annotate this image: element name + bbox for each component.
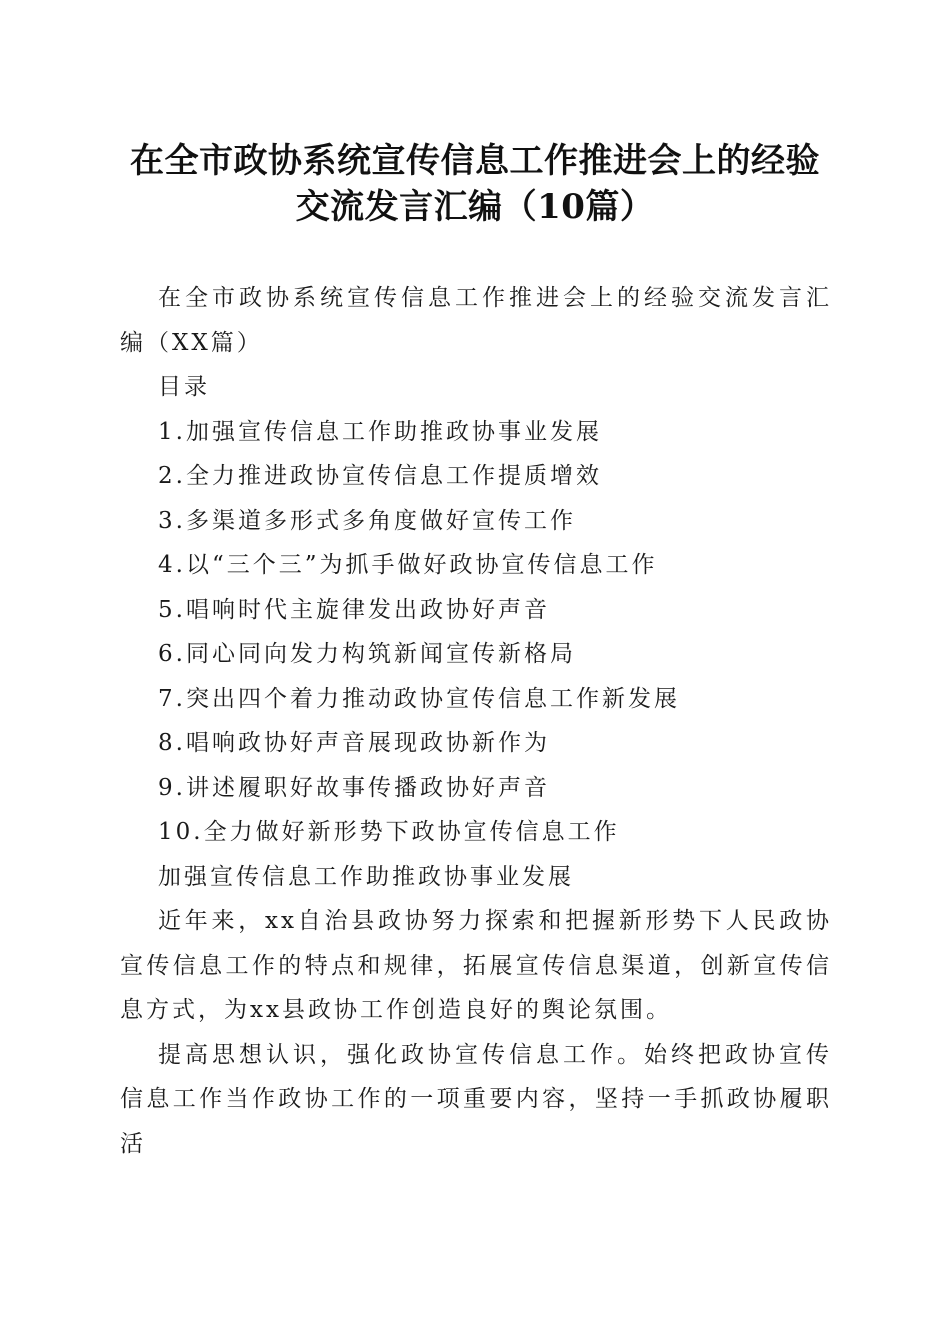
- toc-item: 8.唱响政协好声音展现政协新作为: [158, 730, 550, 756]
- toc-item: 3.多渠道多形式多角度做好宣传工作: [158, 507, 576, 534]
- intro-paragraph: 在全市政协系统宣传信息工作推进会上的经验交流发言汇编（XX篇）: [120, 285, 832, 356]
- section-heading: 加强宣传信息工作助推政协事业发展: [158, 863, 574, 890]
- table-of-contents: [120, 410, 832, 855]
- toc-label: 目录: [158, 374, 210, 400]
- title-line-1: 在全市政协系统宣传信息工作推进会上的经验: [130, 141, 820, 181]
- toc-item: 6.同心同向发力构筑新闻宣传新格局: [158, 641, 576, 667]
- toc-item: 4.以“三个三”为抓手做好政协宣传信息工作: [158, 552, 658, 578]
- body-paragraph: 提高思想认识，强化政协宣传信息工作。始终把政协宣传信息工作当作政协工作的一项重要内容，坚持一手抓政协履职活: [120, 1041, 832, 1157]
- toc-item: 2.全力推进政协宣传信息工作提质增效: [158, 463, 602, 489]
- toc-item: 1.加强宣传信息工作助推政协事业发展: [158, 418, 602, 445]
- toc-item: 7.突出四个着力推动政协宣传信息工作新发展: [158, 685, 680, 712]
- document-title: [110, 138, 840, 230]
- toc-item: 9.讲述履职好故事传播政协好声音: [158, 774, 550, 801]
- toc-item: 10.全力做好新形势下政协宣传信息工作: [158, 819, 620, 845]
- document-body: [120, 276, 832, 1166]
- title-line-2: 交流发言汇编（10篇）: [295, 187, 655, 227]
- toc-item: 5.唱响时代主旋律发出政协好声音: [158, 596, 550, 623]
- body-paragraph: 近年来，xx自治县政协努力探索和把握新形势下人民政协宣传信息工作的特点和规律，拓展宣传信息渠道，创新宣传信息方式，为xx县政协工作创造良好的舆论氛围。: [120, 908, 832, 1023]
